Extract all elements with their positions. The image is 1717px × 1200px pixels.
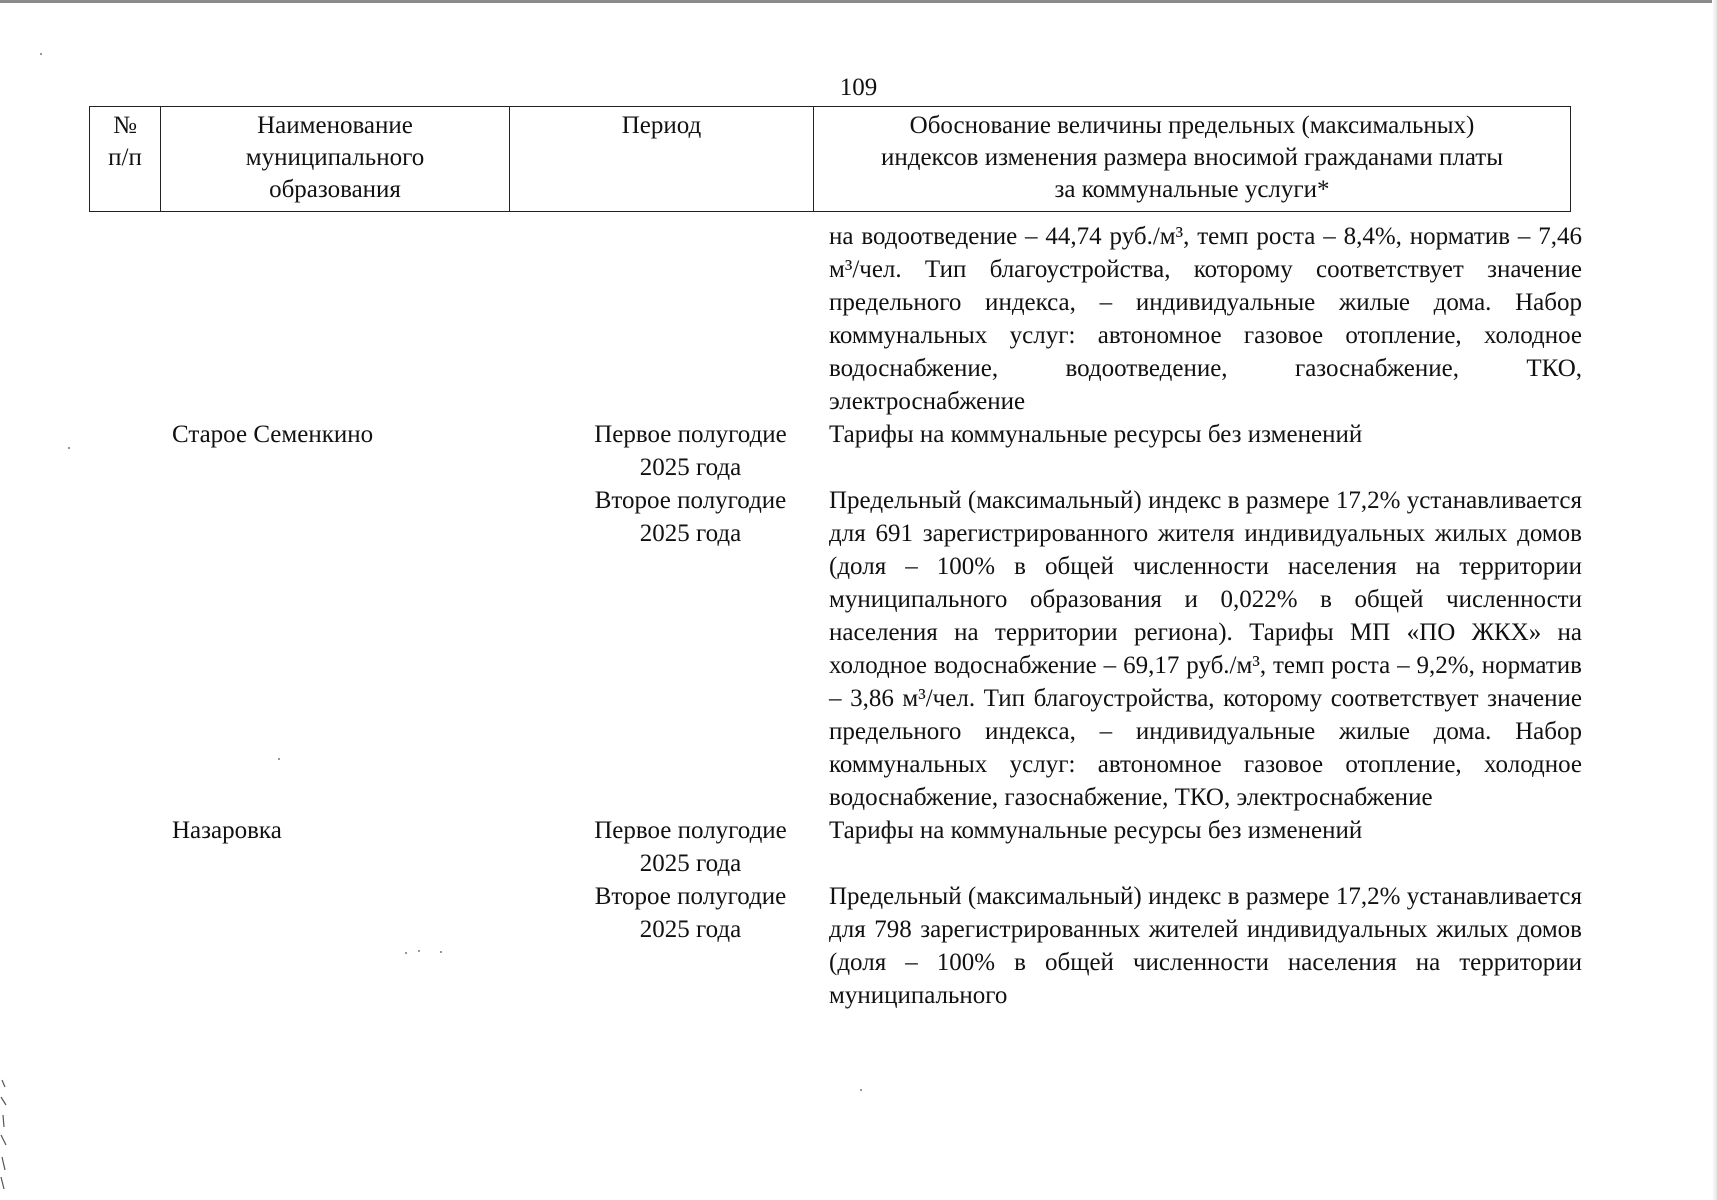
period-cell [482, 220, 819, 418]
table-row [89, 220, 1589, 418]
scan-speck [40, 53, 42, 55]
header-justification: Обоснование величины предельных (максимальных) индексов изменения размера вносимой гражданами платы за коммунальные услуги* [814, 107, 1571, 212]
table-row [89, 880, 1589, 1012]
period-cell: Первое полугодие 2025 года [594, 421, 787, 481]
scan-top-edge [0, 0, 1717, 3]
justification-text: Тарифы на коммунальные ресурсы без изменений [829, 817, 1363, 844]
scan-speck [860, 1089, 862, 1091]
municipality-name [89, 880, 482, 1012]
municipality-name [89, 484, 482, 814]
justification-text: Предельный (максимальный) индекс в размере 17,2% устанавливается для 798 зарегистрированных жителей индивидуальных жилых домов (доля – 100% в общей численности населения на территории муниципального [829, 883, 1582, 1009]
scan-edge-marks [0, 1075, 8, 1195]
justification-text: на водоотведение – 44,74 руб./м³, темп роста – 8,4%, норматив – 7,46 м³/чел. Тип благоустройства, которому соответствует значение предельного индекса, – индивидуальные жилые дома. Набор коммунальных услуг: автономное газовое отопление, холодное водоснабжение, водоотведение, газоснабжение, ТКО, электроснабжение [829, 223, 1582, 415]
table-row [89, 418, 1589, 484]
justification-text: Предельный (максимальный) индекс в размере 17,2% устанавливается для 691 зарегистрированного жителя индивидуальных жилых домов (доля – 100% в общей численности населения на территории муниципального образования и 0,022% в общей численности населения на территории региона). Тарифы МП «ПО ЖКХ» на холодное водоснабжение – 69,17 руб./м³, темп роста – 9,2%, норматив – 3,86 м³/чел. Тип благоустройства, которому соответствует значение предельного индекса, – индивидуальные жилые дома. Набор коммунальных услуг: автономное газовое отопление, холодное водоснабжение, газоснабжение, ТКО, электроснабжение [829, 487, 1582, 811]
scan-speck [278, 758, 280, 760]
period-cell: Второе полугодие 2025 года [594, 883, 787, 943]
table-body [89, 220, 1589, 1012]
scan-right-edge [1712, 0, 1717, 1200]
table-row [89, 484, 1589, 814]
table-row [89, 814, 1589, 880]
header-period: Период [510, 107, 814, 212]
scan-speck [440, 951, 442, 953]
municipality-name [89, 220, 482, 418]
page-number: 109 [839, 74, 878, 101]
header-number: № п/п [90, 107, 161, 212]
scan-speck [405, 952, 407, 954]
municipality-name: Старое Семенкино [172, 421, 374, 448]
header-municipality: Наименование муниципального образования [161, 107, 510, 212]
period-cell: Второе полугодие 2025 года [594, 487, 787, 547]
period-cell: Первое полугодие 2025 года [594, 817, 787, 877]
justification-text: Тарифы на коммунальные ресурсы без изменений [829, 421, 1363, 448]
municipality-name: Назаровка [172, 817, 282, 844]
scan-speck [68, 447, 70, 449]
scan-speck [418, 950, 420, 952]
table-header [89, 106, 1571, 212]
